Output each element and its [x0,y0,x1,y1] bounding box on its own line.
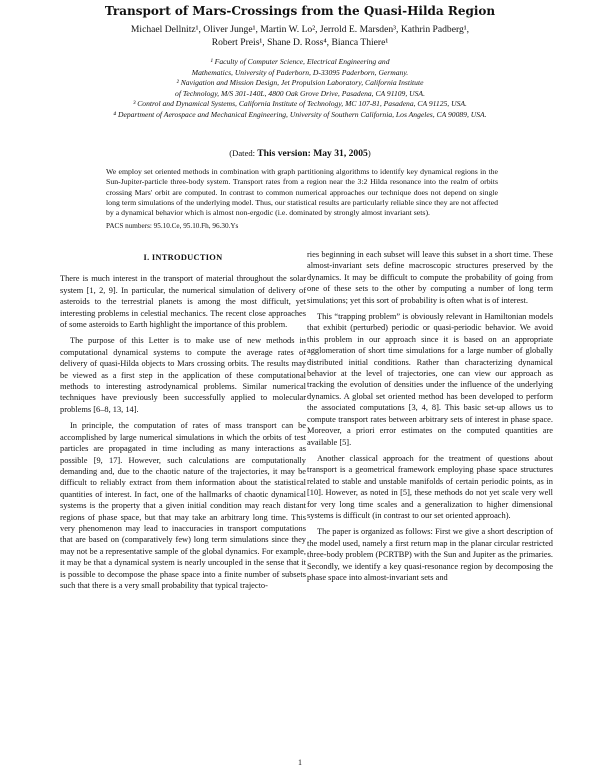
left-column [60,250,306,596]
version-date: This version: May 31, 2005 [257,148,368,159]
pacs-numbers: PACS numbers: 95.10.Ce, 95.10.Fh, 96.30.Ys [106,222,239,230]
paragraph: ries beginning in each subset will leave this subset in a short time. These almost-invariant sets define macroscopic structures preserved by the dynamics. It may be difficult to compute the probability of going from one of these sets to the other by computing a number of long term simulations; yet this sort of probability is often what is of interest. [307,250,553,305]
dated-prefix: (Dated: [229,148,258,158]
author-line: Robert Preis¹, Shane D. Ross⁴, Bianca Thiere¹ [211,37,389,48]
paragraph: Another classical approach for the treatment of questions about transport is a geometrical framework employing phase space structures related to stable and unstable manifolds of certain periodic points, as in [10]. However, as noted in [5], these methods do not yet scale very well for very long time scales and a generalization to higher dimensional systems is difficult (in contrast to our set oriented approach). [307,453,553,520]
affiliation-line: ² Navigation and Mission Design, Jet Propulsion Laboratory, California Institute [176,78,424,88]
affiliation-line: ⁴ Department of Aerospace and Mechanical Engineering, University of Southern California, Los Angeles, CA 90089, USA. [113,109,487,119]
paragraph: In principle, the computation of rates of mass transport can be accomplished by large numerical simulations in which the orbits of test particles are propagated in time including as many interactions as possible [9, 17]. However, such calculations are computationally demanding and, due to the chaotic nature of the trajectories, it may be difficult to reliably extract from them information about the statistical quantities of interest. In fact, one of the hallmarks of chaotic dynamical systems is the property that a given initial condition may reach distant regions of phase space, but that may take an arbitrary long time. This very phenomenon may lead to inaccuracies in transport computations that are based on (comparatively few) long term simulations since they may not be a representative sample of the global dynamics. For example, it may be that a dynamical system is nearly uncoupled in the sense that it is possible to decompose the phase space into a finite number of subsets such that there is a very small probability that typical trajecto- [60,421,306,590]
paper-title: Transport of Mars-Crossings from the Quasi-Hilda Region [104,4,496,18]
affiliation-line: ¹ Faculty of Computer Science, Electrical Engineering and [210,57,390,66]
paragraph: The paper is organized as follows: First we give a short description of the model used, namely a first return map in the planar circular restricted three-body problem (PCRTBP) with the Sun and Jupiter as the primaries. Secondly, we identify a key quasi-resonance region by decomposing the phase space into almost-invariant sets and [307,527,553,582]
affiliation-line: ³ Control and Dynamical Systems, California Institute of Technology, MC 107-81, Pasadena, CA 91125, USA. [133,99,467,109]
author-line: Michael Dellnitz¹, Oliver Junge¹, Martin W. Lo², Jerrold E. Marsden³, Kathrin Padberg¹, [130,24,470,35]
page-number: 1 [298,758,302,767]
affiliation-line: of Technology, M/S 301-140L, 4800 Oak Grove Drive, Pasadena, CA 91109, USA. [175,88,425,98]
affiliations [40,57,560,121]
paragraph: There is much interest in the transport of material throughout the solar system [1, 2, 9]. In particular, the numerical simulation of delivery of asteroids to the terrestrial planets is among the most difficult, yet interesting problems in celestial mechanics. The recent close approaches of some asteroids to Earth highlight the importance of this problem. [60,274,306,330]
author-list [60,23,540,49]
section-heading: I. INTRODUCTION [143,253,223,262]
dated-suffix: ) [367,148,371,158]
abstract: We employ set oriented methods in combination with graph partitioning algorithms to identify key dynamical regions in the Sun-Jupiter-particle three-body system. Transport rates from a region near the 3:2 Hilda resonance into the realm of orbits crossing Mars' orbit are computed. In contrast to common numerical approaches our technique does not depend on single long term simulations of the underlying model. Thus, our statistical results are particularly reliable since they are not affected by a dynamical behavior which is almost non-ergodic (i.e. dominated by strongly almost invariant sets). [106,167,498,218]
dated-line [0,148,600,159]
paragraph: This “trapping problem” is obviously relevant in Hamiltonian models that exhibit (perturbed) periodic or quasi-periodic behavior. We avoid this problem in our approach since it is based on an appropriate agglomeration of short time simulations for a large number of globally distributed initial conditions. Rather than characterizing dynamical behavior at the level of trajectories, one can view our approach as tracking the evolution of densities under the influence of the underlying dynamics. A global set oriented method has been developed to perform the associated computations [3, 4, 8]. This basic set-up allows us to compute transport rates between arbitrary sets of interest in phase space. Moreover, a priori error estimates on the computed quantities are available [5]. [307,312,553,447]
affiliation-line: Mathematics, University of Paderborn, D-33095 Paderborn, Germany. [191,67,409,77]
paragraph: The purpose of this Letter is to make use of new methods in computational dynamical systems to compute the average rates of delivery of quasi-Hilda objects to Mars crossing orbits. The results may be viewed as a first step in the application of these computational methods to interesting astrodynamical problems. Similar numerical techniques have previously been successfully applied to molecular problems [6–8, 13, 14]. [60,336,306,414]
right-column [307,249,553,588]
